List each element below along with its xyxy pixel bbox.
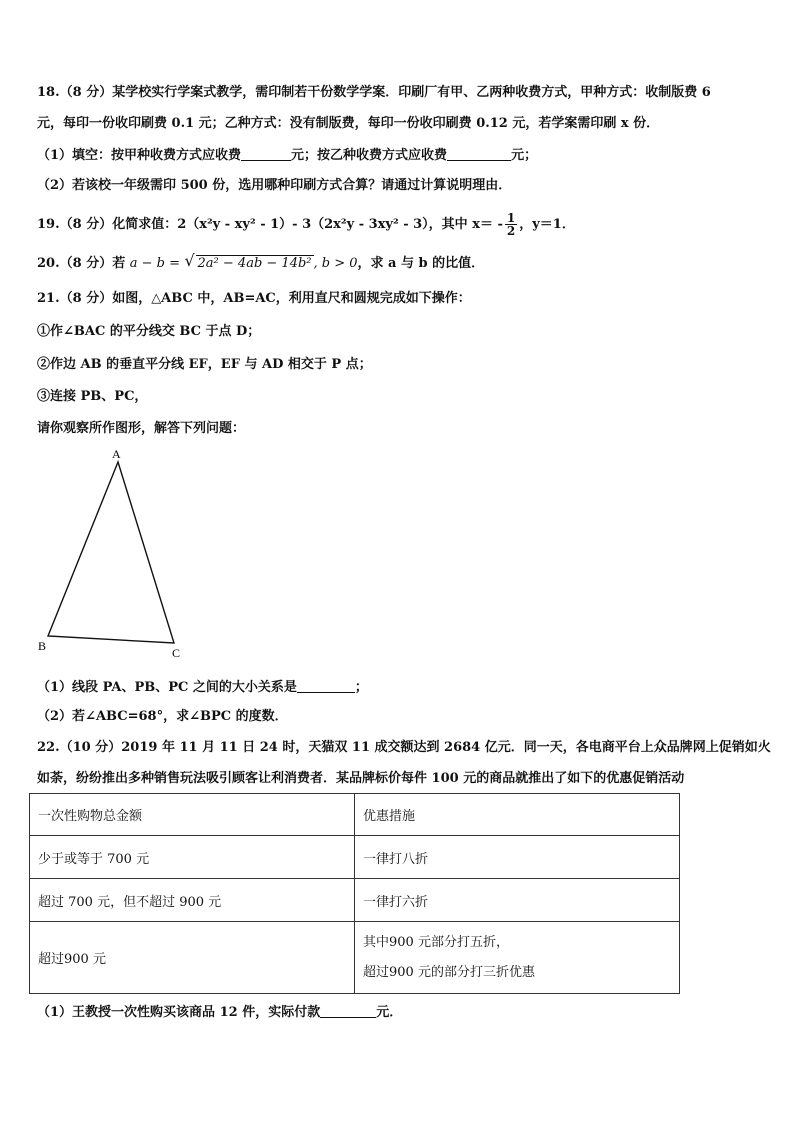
q22-sub1-text-b: 元．: [376, 1005, 403, 1020]
table-cell-amount: 超过900 元: [30, 922, 355, 994]
table-header-row: [30, 794, 680, 836]
q21-sub2: （2）若∠ABC=68°，求∠BPC 的度数．: [37, 709, 288, 724]
q19-text-a: 19.（8 分）化简求值：2（x²y - xy² - 1）- 3（2x²y - 3xy² - 3），其中 x＝ -: [37, 217, 503, 232]
vertex-label-b: B: [38, 639, 47, 653]
q21-step3: ③连接 PB、PC，: [37, 389, 148, 404]
table-row: [30, 879, 680, 922]
q21-step2: ②作边 AB 的垂直平分线 EF，EF 与 AD 相交于 P 点；: [37, 357, 372, 372]
q22-sub1: [37, 1003, 402, 1022]
q18-line1: 18.（8 分）某学校实行学案式教学，需印制若干份数学学案．印刷厂有甲、乙两种收费方式，甲种方式：收制版费 6: [37, 85, 711, 100]
q20-text-a: 20.（8 分）若: [37, 256, 126, 271]
answer-blank: [447, 146, 511, 161]
q18-sub1-text-c: 元；: [511, 148, 538, 163]
table-row: [30, 836, 680, 879]
q18-sub2: （2）若该校一年级需印 500 份，选用哪种印刷方式合算？请通过计算说明理由．: [37, 178, 512, 193]
vertex-label-c: C: [172, 646, 181, 660]
q18-sub1-text-b: 元；按乙种收费方式应收费: [291, 148, 448, 163]
q21-line1: 21.（8 分）如图，△ABC 中，AB=AC，利用直尺和圆规完成如下操作：: [37, 291, 471, 306]
answer-blank: [297, 678, 355, 693]
q21-sub1-text-a: （1）线段 PA、PB、PC 之间的大小关系是: [37, 680, 297, 695]
table-cell-offer: [355, 922, 680, 994]
q21-prompt: 请你观察所作图形，解答下列问题：: [37, 421, 246, 436]
q19-line: [37, 212, 575, 237]
table-cell-amount: 少于或等于 700 元: [30, 836, 355, 879]
q20-expr-lhs: a − b =: [129, 256, 180, 271]
square-root: [184, 251, 314, 273]
table-cell-amount: 超过 700 元，但不超过 900 元: [30, 879, 355, 922]
fraction-numerator: 1: [506, 211, 516, 225]
offer-line: 超过900 元的部分打三折优惠: [363, 964, 535, 980]
q22-line2: 如荼，纷纷推出多种销售玩法吸引顾客让利消费者．某品牌标价每件 100 元的商品就推出了如下的优惠促销活动: [37, 771, 685, 786]
offer-line: 其中900 元部分打五折，: [363, 934, 509, 950]
table-cell-offer: 一律打六折: [355, 879, 680, 922]
q18-sub1-text-a: （1）填空：按甲种收费方式应收费: [37, 148, 242, 163]
answer-blank: [241, 146, 291, 161]
q20-line: [37, 251, 485, 273]
promotion-table: [29, 793, 680, 994]
q22-sub1-text-a: （1）王教授一次性购买该商品 12 件，实际付款: [37, 1005, 321, 1020]
table-header-offer: 优惠措施: [355, 794, 680, 836]
table-header-amount: 一次性购物总金额: [30, 794, 355, 836]
q22-line1: 22.（10 分）2019 年 11 月 11 日 24 时，天猫双 11 成交额达到 2684 亿元．同一天，各电商平台上众品牌网上促销如火: [37, 740, 771, 755]
vertex-label-a: A: [112, 447, 121, 461]
q21-sub1-text-b: ；: [354, 680, 368, 695]
q20-text-b: ，求 a 与 b 的比值．: [357, 256, 485, 271]
radical-sign-icon: √: [184, 251, 195, 270]
fraction: [505, 212, 517, 237]
answer-blank: [320, 1003, 376, 1018]
q21-step1: ①作∠BAC 的平分线交 BC 于点 D；: [37, 324, 261, 339]
q19-text-b: ，y＝1．: [519, 217, 575, 232]
triangle-abc: [48, 462, 174, 643]
fraction-denominator: 2: [506, 224, 516, 238]
q18-sub1: [37, 146, 537, 165]
q21-sub1: [37, 678, 368, 697]
q18-line2: 元，每印一份收印刷费 0.1 元；乙种方式：没有制版费，每印一份收印刷费 0.12 元，若学案需印刷 x 份．: [37, 116, 660, 131]
radicand: 2a² − 4ab − 14b²: [197, 256, 312, 271]
table-cell-offer: 一律打八折: [355, 836, 680, 879]
q20-expr-cond: , b > 0: [313, 256, 358, 271]
triangle-abc-figure: [30, 445, 200, 665]
table-row: [30, 922, 680, 994]
